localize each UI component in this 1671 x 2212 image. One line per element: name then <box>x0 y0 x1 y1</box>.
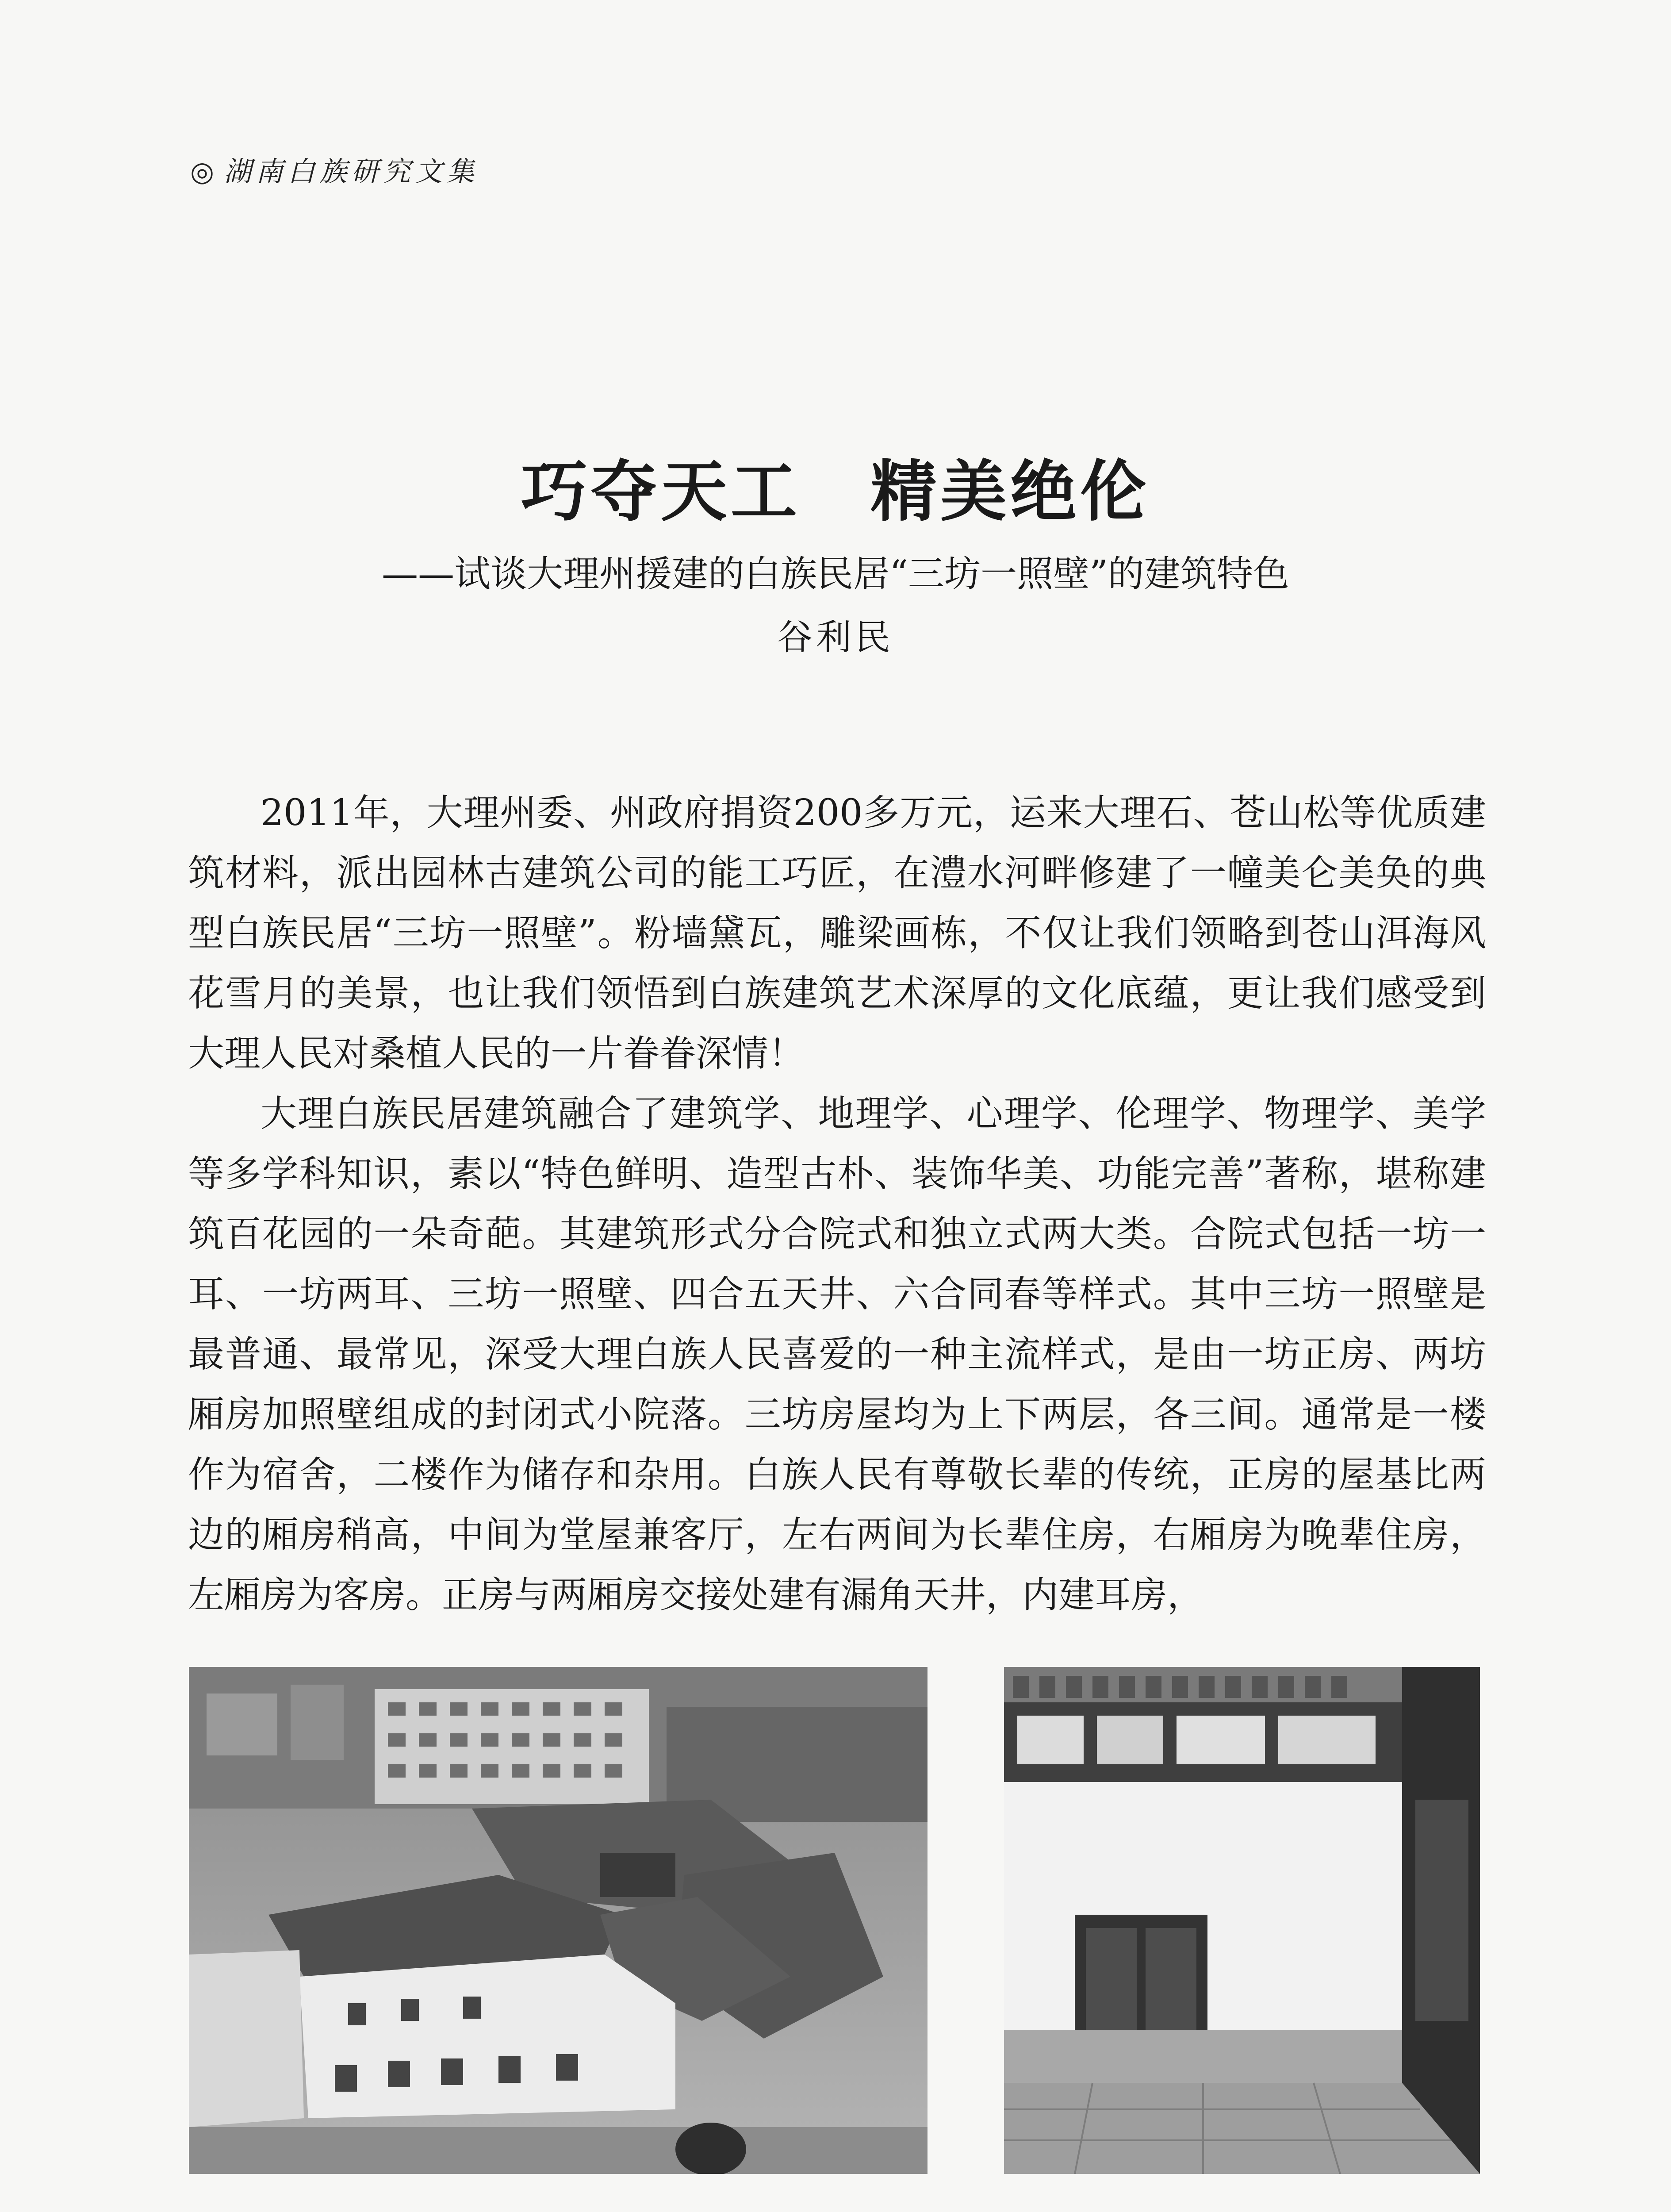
paragraph: 大理白族民居建筑融合了建筑学、地理学、心理学、伦理学、物理学、美学等多学科知识，素以“特色鲜明、造型古朴、装饰华美、功能完善”著称，堪称建筑百花园的一朵奇葩。其建筑形式分合院式和独立式两大类。合院式包括一坊一耳、一坊两耳、三坊一照壁、四合五天井、六合同春等样式。其中三坊一照壁是最普通、最常见，深受大理白族人民喜爱的一种主流样式，是由一坊正房、两坊厢房加照壁组成的封闭式小院落。三坊房屋均为上下两层，各三间。通常是一楼作为宿舍，二楼作为储存和杂用。白族人民有尊敬长辈的传统，正房的屋基比两边的厢房稍高，中间为堂屋兼客厅，左右两间为长辈住房，右厢房为晚辈住房，左厢房为客房。正房与两厢房交接处建有漏角天井，内建耳房， <box>188 1093 1486 1616</box>
article-author: 谷利民 <box>777 617 894 658</box>
article-title: 巧夺天工 精美绝伦 <box>521 453 1150 530</box>
photo-aerial-courtyard <box>189 1667 927 2174</box>
paragraph: 2011年，大理州委、州政府捐资200多万元，运来大理石、苍山松等优质建筑材料，派出园林古建筑公司的能工巧匠，在澧水河畔修建了一幢美仑美奂的典型白族民居“三坊一照壁”。粉墙黛瓦，雕梁画栋，不仅让我们领略到苍山洱海风花雪月的美景，也让我们领悟到白族建筑艺术深厚的文化底蕴，更让我们感受到大理人民对桑植人民的一片眷眷深情！ <box>188 792 1486 1075</box>
book-title: 湖南白族研究文集 <box>224 155 479 188</box>
circle-mark-icon: ◎ <box>190 155 219 188</box>
article-subtitle: ——试谈大理州援建的白族民居“三坊一照壁”的建筑特色 <box>382 553 1289 595</box>
running-header <box>190 150 479 189</box>
photo-courtyard-wall <box>1004 1667 1480 2174</box>
article-body <box>188 783 1486 1625</box>
aerial-courtyard-illustration <box>189 1667 927 2174</box>
courtyard-wall-illustration <box>1004 1667 1480 2174</box>
